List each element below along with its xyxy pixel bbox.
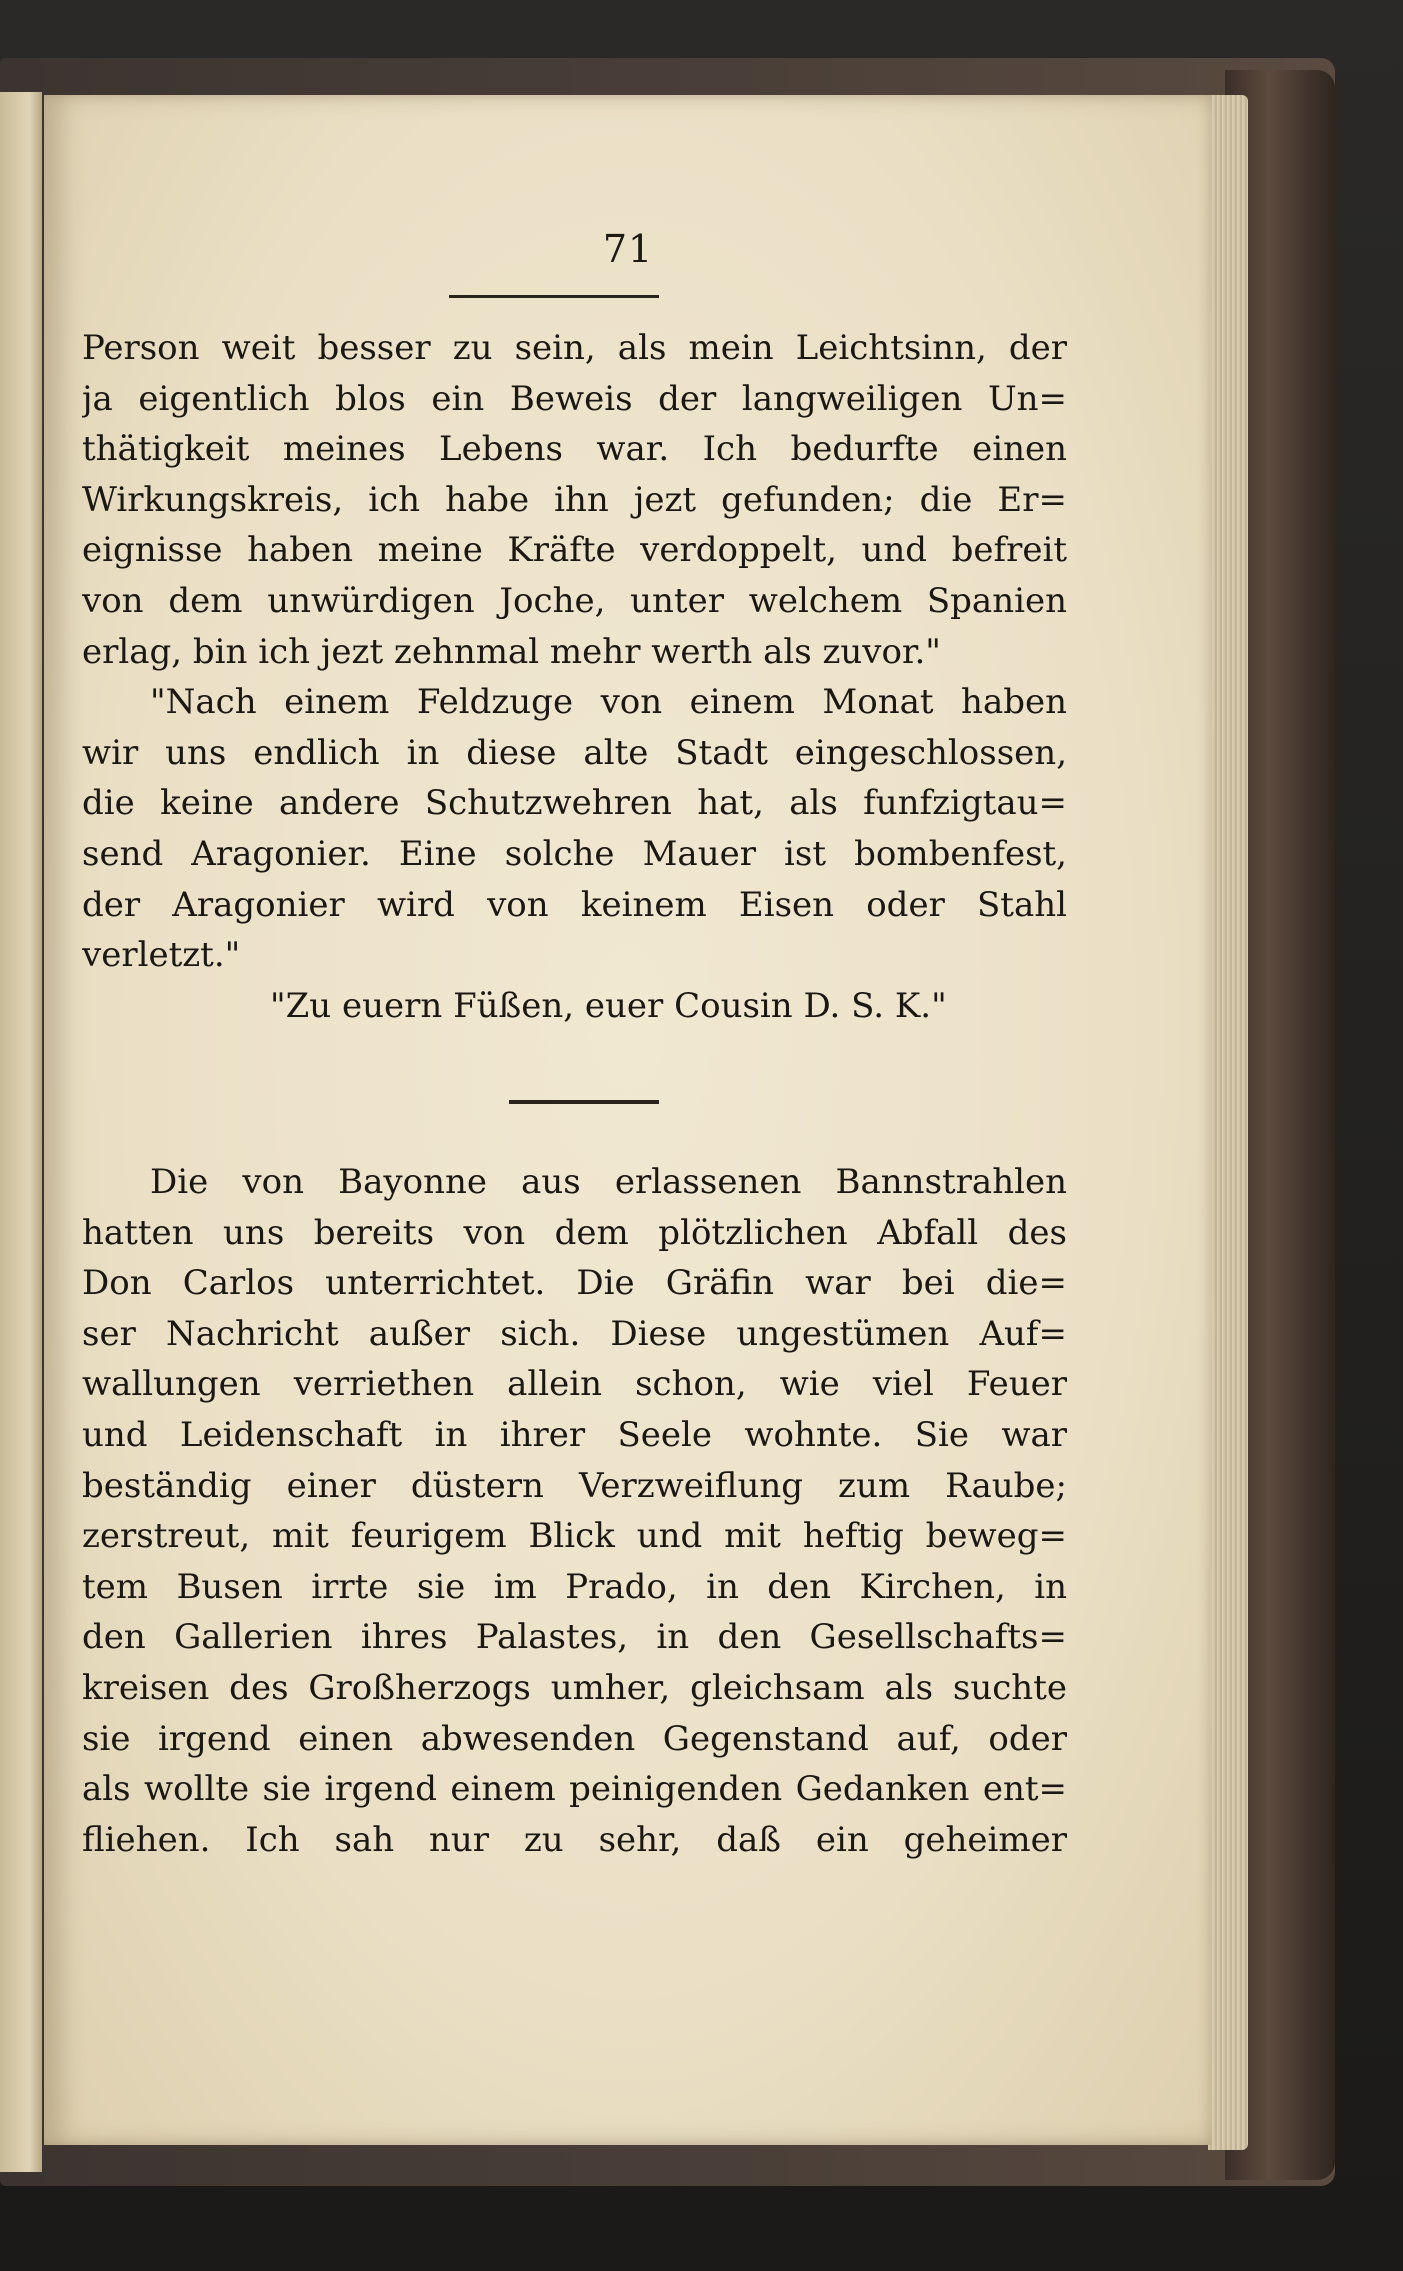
page-stack-edge xyxy=(1208,95,1248,2150)
letter-signature: "Zu euern Füßen, euer Cousin D. S. K." xyxy=(270,985,947,1026)
text-line: ser Nachricht außer sich. Diese ungestümen Auf= xyxy=(82,1313,1067,1354)
text-line: erlag, bin ich jezt zehnmal mehr werth als zuvor." xyxy=(82,631,941,672)
text-line: kreisen des Großherzogs umher, gleichsam als suchte xyxy=(82,1667,1067,1708)
text-line: Wirkungskreis, ich habe ihn jezt gefunden; die Er= xyxy=(82,479,1067,520)
header-rule xyxy=(449,295,659,298)
book-page xyxy=(44,95,1212,2145)
text-line: Person weit besser zu sein, als mein Leichtsinn, der xyxy=(82,328,1067,368)
text-line: hatten uns bereits von dem plötzlichen Abfall des xyxy=(82,1212,1067,1253)
text-line: verletzt." xyxy=(82,935,241,976)
text-line: den Gallerien ihres Palastes, in den Gesellschafts= xyxy=(82,1617,1067,1658)
letter-text xyxy=(82,323,1067,1031)
text-line: zerstreut, mit feurigem Blick und mit heftig beweg= xyxy=(82,1516,1067,1557)
text-line: sie irgend einen abwesenden Gegenstand auf, oder xyxy=(82,1718,1067,1759)
text-line: beständig einer düstern Verzweiflung zum Raube; xyxy=(82,1465,1067,1506)
section-divider xyxy=(509,1100,659,1104)
text-line: von dem unwürdigen Joche, unter welchem Spanien xyxy=(82,580,1067,621)
text-line: ja eigentlich blos ein Beweis der langweiligen Un= xyxy=(82,378,1067,419)
text-line: eignisse haben meine Kräfte verdoppelt, und befreit xyxy=(82,530,1067,571)
text-line: "Nach einem Feldzuge von einem Monat haben xyxy=(150,682,1067,723)
text-line: fliehen. Ich sah nur zu sehr, daß ein geheimer xyxy=(82,1819,1067,1860)
text-line: der Aragonier wird von keinem Eisen oder Stahl xyxy=(82,884,1067,925)
text-line: die keine andere Schutzwehren hat, als funfzigtau= xyxy=(82,783,1067,824)
text-line: tem Busen irrte sie im Prado, in den Kirchen, in xyxy=(82,1566,1067,1607)
text-line: send Aragonier. Eine solche Mauer ist bombenfest, xyxy=(82,833,1067,874)
page-number: 71 xyxy=(602,227,654,271)
text-line: und Leidenschaft in ihrer Seele wohnte. Sie war xyxy=(82,1414,1067,1455)
text-line: wallungen verriethen allein schon, wie viel Feuer xyxy=(82,1364,1067,1405)
narrative-text xyxy=(82,1157,1067,1865)
text-line: Die von Bayonne aus erlassenen Bannstrahlen xyxy=(150,1162,1067,1202)
text-line: als wollte sie irgend einem peinigenden Gedanken ent= xyxy=(82,1769,1067,1810)
previous-page-edge xyxy=(0,92,42,2172)
text-line: thätigkeit meines Lebens war. Ich bedurfte einen xyxy=(82,429,1067,470)
text-line: wir uns endlich in diese alte Stadt eingeschlossen, xyxy=(82,732,1067,773)
text-line: Don Carlos unterrichtet. Die Gräfin war bei die= xyxy=(82,1263,1067,1304)
